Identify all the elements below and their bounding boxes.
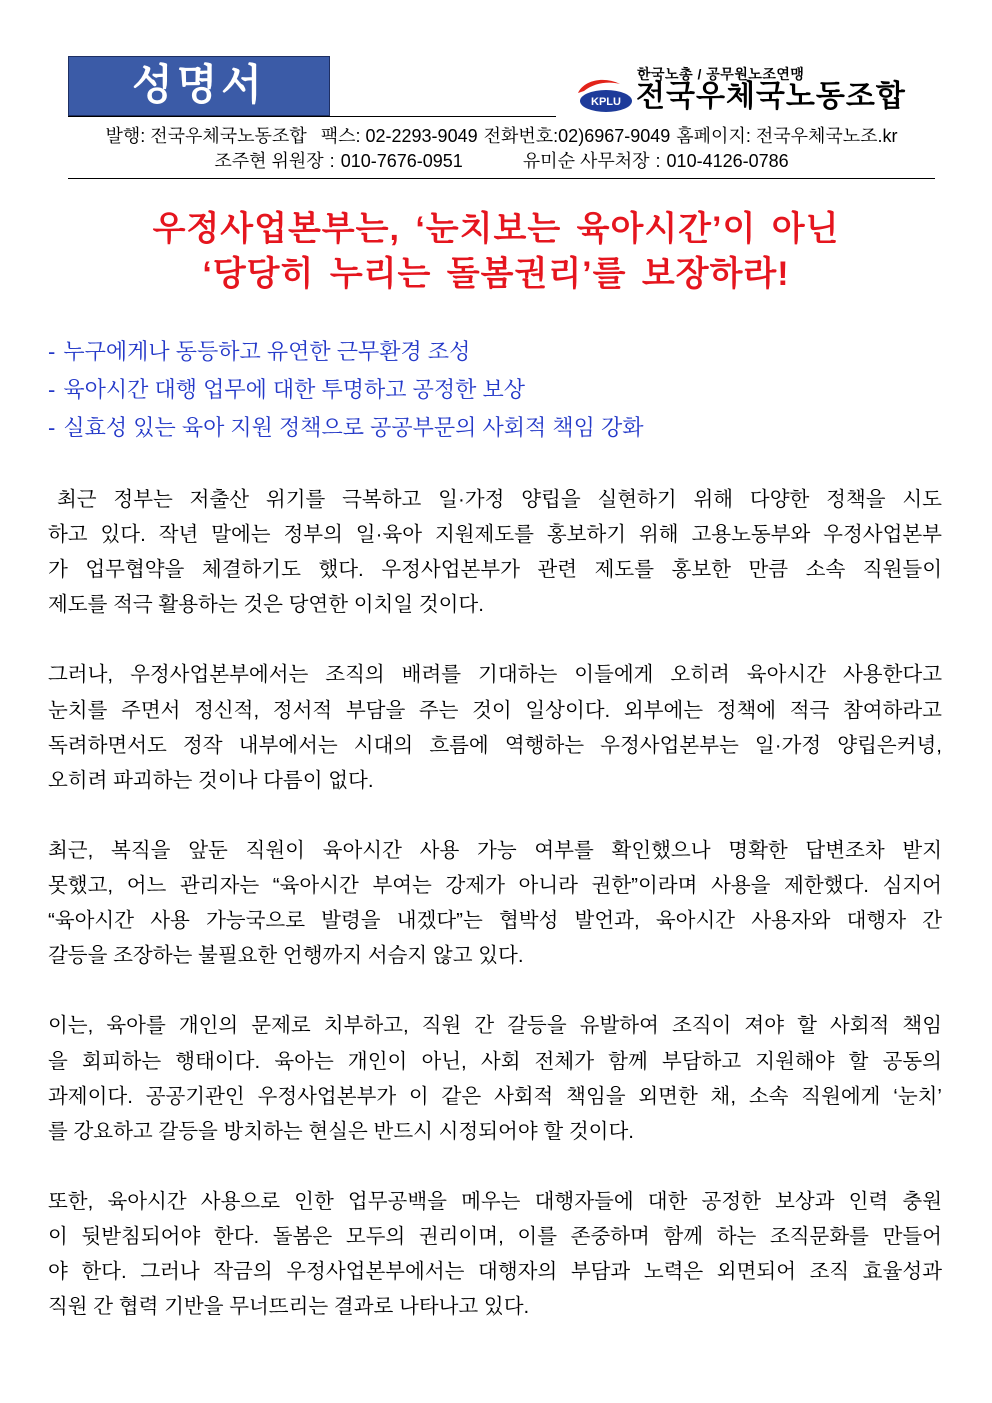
officer-name: 유미순: [522, 151, 575, 171]
phone-label: 전화번호:: [483, 126, 559, 146]
statement-body: [48, 482, 942, 1359]
officer-separator: :: [329, 151, 335, 171]
body-line: 못했고, 어느 관리자는 “육아시간 부여는 강제가 아니라 권한”이라며 사용을 제한했다. 심지어: [48, 874, 942, 898]
demand-text: 육아시간 대행 업무에 대한 투명하고 공정한 보상: [63, 377, 526, 402]
body-line: 최근, 복직을 앞둔 직원이 육아시간 사용 가능 여부를 확인했으나 명확한 답변조차 받지: [48, 838, 942, 862]
demand-text: 실효성 있는 육아 지원 정책으로 공공부문의 사회적 책임 강화: [63, 415, 644, 440]
statement-badge: 성명서: [68, 56, 330, 116]
header-divider: [68, 116, 556, 117]
title-line: ‘당당히 누리는 돌봄권리’를 보장하라!: [202, 255, 790, 293]
homepage-label: 홈페이지:: [676, 126, 751, 146]
homepage-value: 전국우체국노조.kr: [755, 126, 898, 146]
body-paragraph: [48, 1184, 942, 1324]
body-line: 과제이다. 공공기관인 우정사업본부가 이 같은 사회적 책임을 외면한 채, 소속 직원에게 ‘눈치’: [48, 1084, 942, 1108]
officer-name: 조주현: [214, 151, 267, 171]
body-line: 야 한다. 그러나 작금의 우정사업본부에서는 대행자의 부담과 노력은 외면되어 조직 효율성과: [48, 1260, 942, 1284]
body-line: 이 뒷받침되어야 한다. 돌봄은 모두의 권리이며, 이를 존중하며 함께 하는 조직문화를 만들어: [48, 1224, 942, 1248]
body-line: 또한, 육아시간 사용으로 인한 업무공백을 메우는 대행자들에 대한 공정한 보상과 인력 충원: [48, 1189, 942, 1213]
demand-item: [48, 333, 644, 371]
emblem-text: KPLU: [591, 96, 621, 108]
union-affiliation: 한국노총 / 공무원노조연맹: [637, 66, 805, 82]
body-paragraph: [48, 482, 942, 622]
body-line: “육아시간 사용 가능국으로 발령을 내겠다”는 협박성 발언과, 육아시간 사용자와 대행자 간: [48, 909, 942, 933]
body-line: 오히려 파괴하는 것이나 다름이 없다.: [48, 768, 374, 792]
body-paragraph: [48, 833, 942, 973]
demand-marker: -: [48, 377, 56, 402]
body-line: 독려하면서도 정작 내부에서는 시대의 흐름에 역행하는 우정사업본부는 일·가정 양립은커녕,: [48, 733, 942, 757]
body-line: 직원 간 협력 기반을 무너뜨리는 결과로 나타나고 있다.: [48, 1295, 530, 1319]
contact-divider: [68, 178, 935, 179]
body-line: 갈등을 조장하는 불필요한 언행까지 서슴지 않고 있다.: [48, 944, 524, 968]
union-name-logo: 전국우체국노동조합: [636, 80, 906, 113]
phone-value: 02)6967-9049: [558, 126, 671, 146]
demand-item: [48, 409, 644, 447]
officer-separator: :: [655, 151, 661, 171]
demand-text: 누구에게나 동등하고 유연한 근무환경 조성: [63, 339, 471, 364]
fax-value: 02-2293-9049: [365, 126, 478, 146]
demand-marker: -: [48, 415, 56, 440]
fax-label: 팩스:: [320, 126, 361, 146]
officer-title: 사무처장: [579, 151, 650, 171]
body-line: 가 업무협약을 체결하기도 했다. 우정사업본부가 관련 제도를 홍보한 만큼 소속 직원들이: [48, 558, 942, 582]
officer-phone: 010-7676-0951: [340, 151, 463, 171]
officer-phone: 010-4126-0786: [666, 151, 789, 171]
demand-item: [48, 371, 644, 409]
body-line: 이는, 육아를 개인의 문제로 치부하고, 직원 간 갈등을 유발하여 조직이 져야 할 사회적 책임: [48, 1014, 942, 1038]
body-line: 제도를 적극 활용하는 것은 당연한 이치일 것이다.: [48, 593, 484, 617]
body-line: 를 강요하고 갈등을 방치하는 현실은 반드시 시정되어야 할 것이다.: [48, 1119, 634, 1143]
contact-info-row: [68, 124, 935, 148]
body-line: 최근 정부는 저출산 위기를 극복하고 일·가정 양립을 실현하기 위해 다양한 정책을 시도: [57, 488, 942, 511]
body-line: 그러나, 우정사업본부에서는 조직의 배려를 기대하는 이들에게 오히려 육아시간 사용한다고: [48, 663, 942, 687]
union-emblem-logo: [574, 76, 634, 114]
demand-marker: -: [48, 339, 56, 364]
officer-title: 위원장: [271, 151, 324, 171]
body-line: 하고 있다. 작년 말에는 정부의 일·육아 지원제도를 홍보하기 위해 고용노동부와 우정사업본부: [48, 523, 942, 547]
publisher-value: 전국우체국노동조합: [150, 126, 307, 146]
statement-title: [0, 207, 992, 297]
demand-list: [48, 333, 644, 447]
body-line: 눈치를 주면서 정신적, 정서적 부담을 주는 것이 일상이다. 외부에는 정책에 적극 참여하라고: [48, 698, 942, 722]
body-line: 을 회피하는 행태이다. 육아는 개인이 아닌, 사회 전체가 함께 부담하고 지원해야 할 공동의: [48, 1049, 942, 1073]
publisher-label: 발행:: [105, 126, 146, 146]
title-line: 우정사업본부는, ‘눈치보는 육아시간’이 아닌: [152, 210, 840, 248]
body-paragraph: [48, 1008, 942, 1148]
body-paragraph: [48, 657, 942, 797]
officer-contact-row: [68, 149, 935, 173]
